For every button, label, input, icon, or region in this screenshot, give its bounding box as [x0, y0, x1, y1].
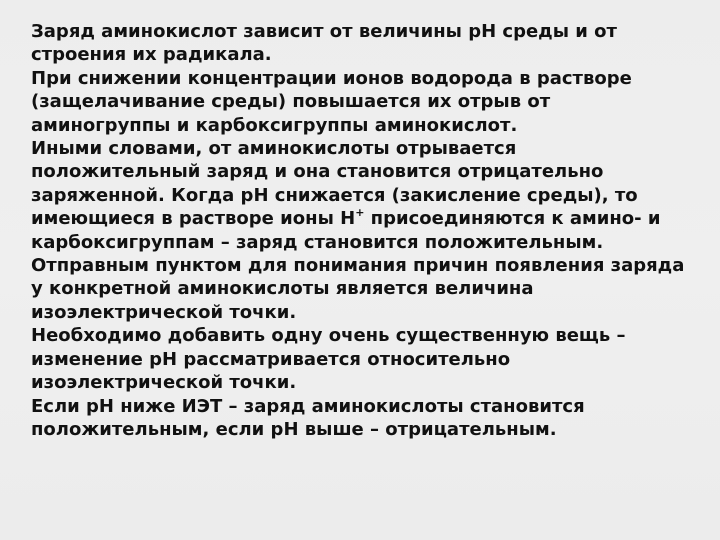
text-line: положительный заряд и она становится отрицательно [31, 161, 604, 183]
text-line: карбоксигруппам – заряд становится положительным. [31, 231, 604, 253]
text-line: изоэлектрической точки. [31, 372, 297, 394]
text-line: строения их радикала. [31, 44, 272, 66]
text-line: Если рН ниже ИЭТ – заряд аминокислоты становится [31, 395, 585, 417]
text-segment: присоединяются к амино- и [364, 208, 661, 230]
text-segment: имеющиеся в растворе ионы Н [31, 208, 356, 230]
text-line: Необходимо добавить одну очень существенную вещь – [31, 325, 626, 347]
text-line: заряженной. Когда рН снижается (закисление среды), то [31, 184, 638, 206]
body-text [31, 20, 693, 441]
text-line: положительным, если рН выше – отрицательным. [31, 418, 557, 440]
text-line-with-superscript [31, 207, 693, 230]
text-line: изоэлектрической точки. [31, 301, 297, 323]
text-line: Отправным пунктом для понимания причин появления заряда [31, 255, 685, 277]
text-line: аминогруппы и карбоксигруппы аминокислот. [31, 114, 518, 136]
text-line: у конкретной аминокислоты является величина [31, 278, 534, 300]
text-line: (защелачивание среды) повышается их отрыв от [31, 91, 551, 113]
text-line: Иными словами, от аминокислоты отрывается [31, 138, 517, 160]
text-line: изменение рН рассматривается относительно [31, 348, 511, 370]
text-line: Заряд аминокислот зависит от величины рН среды и от [31, 21, 617, 42]
text-line: При снижении концентрации ионов водорода в растворе [31, 67, 632, 89]
superscript-plus: + [355, 206, 365, 220]
